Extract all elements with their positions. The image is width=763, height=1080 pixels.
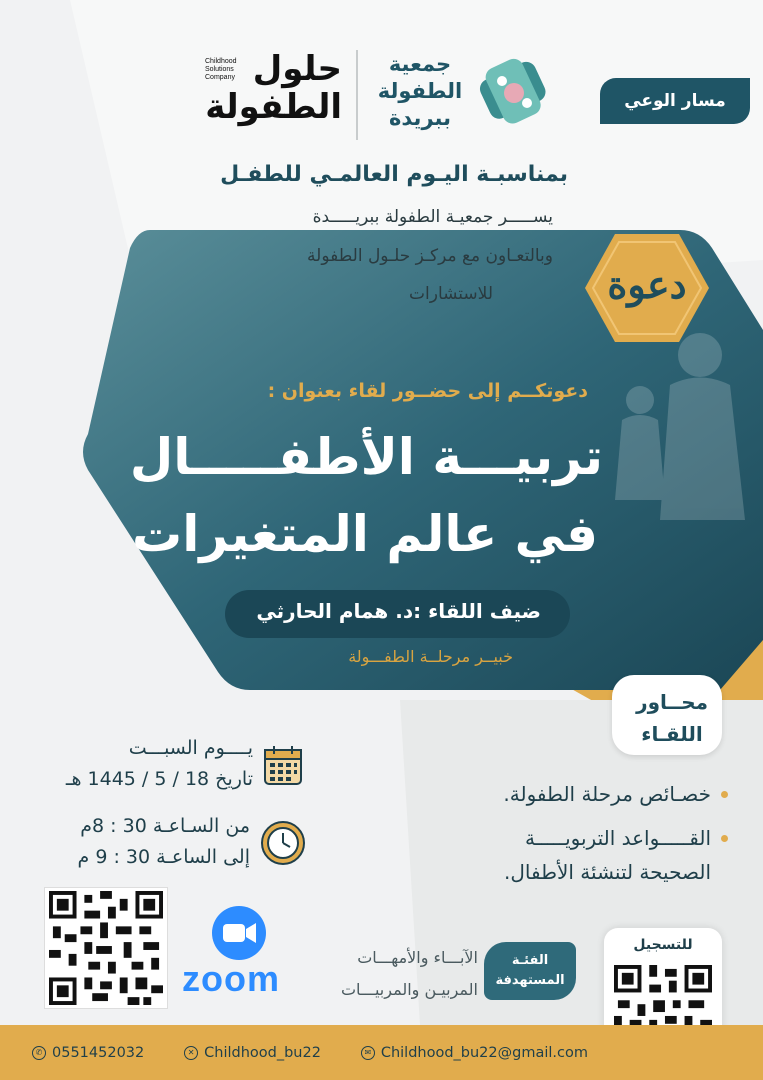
partner-en-line-3: Company (205, 74, 235, 81)
target-label-line-1: الفئـة (511, 953, 549, 968)
axes-heading-line-2: اللقـاء (641, 722, 703, 746)
footer-email-text: Childhood_bu22@gmail.com (380, 1044, 588, 1061)
footer-phone[interactable] (32, 1045, 144, 1061)
axes-item-2-cont: الصحيحة لتنشئة الأطفال. (503, 860, 711, 884)
schedule-date: تاريخ 18 / 5 / 1445 هـ (65, 768, 253, 790)
zoom-label: zoom (182, 958, 280, 999)
schedule-time-to: إلى الساعـة 30 : 9 م (77, 846, 250, 868)
register-label: للتسجيل (633, 937, 693, 953)
schedule-day: يــــوم السبـــت (128, 737, 253, 759)
track-badge (600, 78, 750, 124)
schedule-time-from: من السـاعـة 30 : 8م (80, 815, 250, 837)
org-name-line-3: ببريدة (389, 106, 451, 130)
intro-line-4: للاستشارات (409, 284, 493, 304)
axes-item-1-text: خصـائص مرحلة الطفولة. (503, 782, 711, 806)
bullet-icon (721, 791, 728, 798)
intro-line-1: بمناسبـة اليـوم العالمـي للطفـل (220, 162, 568, 187)
invite-line: دعوتكــم إلى حضــور لقاء بعنوان : (267, 380, 588, 402)
qr-code[interactable] (45, 888, 167, 1008)
bullet-icon (721, 835, 728, 842)
email-icon: ✉ (361, 1046, 375, 1060)
calendar-icon (262, 745, 304, 787)
axes-heading-line-1: محــاور (636, 690, 708, 714)
axes-item-2 (398, 821, 728, 855)
title-line-2: في عالم المتغيرات (131, 505, 598, 563)
footer-bar (0, 1025, 763, 1080)
footer-twitter[interactable] (184, 1045, 321, 1061)
guest-title: خبيــر مرحلــة الطفـــولة (348, 647, 513, 666)
target-label-badge (484, 942, 576, 1000)
invite-badge-label: دعوة (607, 262, 687, 307)
footer-email[interactable] (361, 1045, 588, 1061)
partner-en-line-2: Solutions (205, 66, 234, 73)
title-line-1: تربيـــة الأطفـــــال (129, 428, 603, 486)
track-badge-label: مسار الوعي (624, 91, 726, 111)
org-name-line-2: الطفولة (377, 79, 463, 103)
clock-icon (260, 820, 306, 866)
axes-item-2-text: القـــــواعد التربويـــــة (525, 826, 711, 850)
partner-en-line-1: Childhood (205, 58, 237, 65)
axes-item-1 (398, 777, 728, 811)
divider (356, 50, 358, 140)
audience-line-1: الآبـــاء والأمهـــات (357, 948, 478, 967)
footer-phone-text: 0551452032 (52, 1044, 145, 1061)
org-logo-mark (472, 51, 556, 135)
intro-line-3: وبالتعـاون مع مركـز حلـول الطفولة (307, 246, 553, 266)
axes-list (398, 777, 728, 889)
intro-line-2: يســـــر جمعيـة الطفولة ببريـــــدة (312, 207, 553, 227)
whatsapp-icon: ✆ (32, 1046, 46, 1060)
guest-label: ضيف اللقاء :د. همام الحارثي (256, 599, 541, 623)
org-name-line-1: جمعية (388, 52, 452, 76)
zoom-camera-icon[interactable] (211, 905, 267, 961)
audience-line-2: المربيـن والمربيـــات (340, 980, 478, 999)
footer-twitter-text: Childhood_bu22 (204, 1044, 321, 1061)
partner-name-line-2: الطفولة (205, 87, 342, 127)
org-logo (372, 45, 562, 145)
target-label-line-2: المستهدفة (495, 973, 565, 988)
partner-logo (205, 50, 345, 140)
x-twitter-icon: ✕ (184, 1046, 198, 1060)
qr-code-pattern (48, 891, 164, 1005)
partner-name-line-1: حلول (252, 49, 342, 89)
